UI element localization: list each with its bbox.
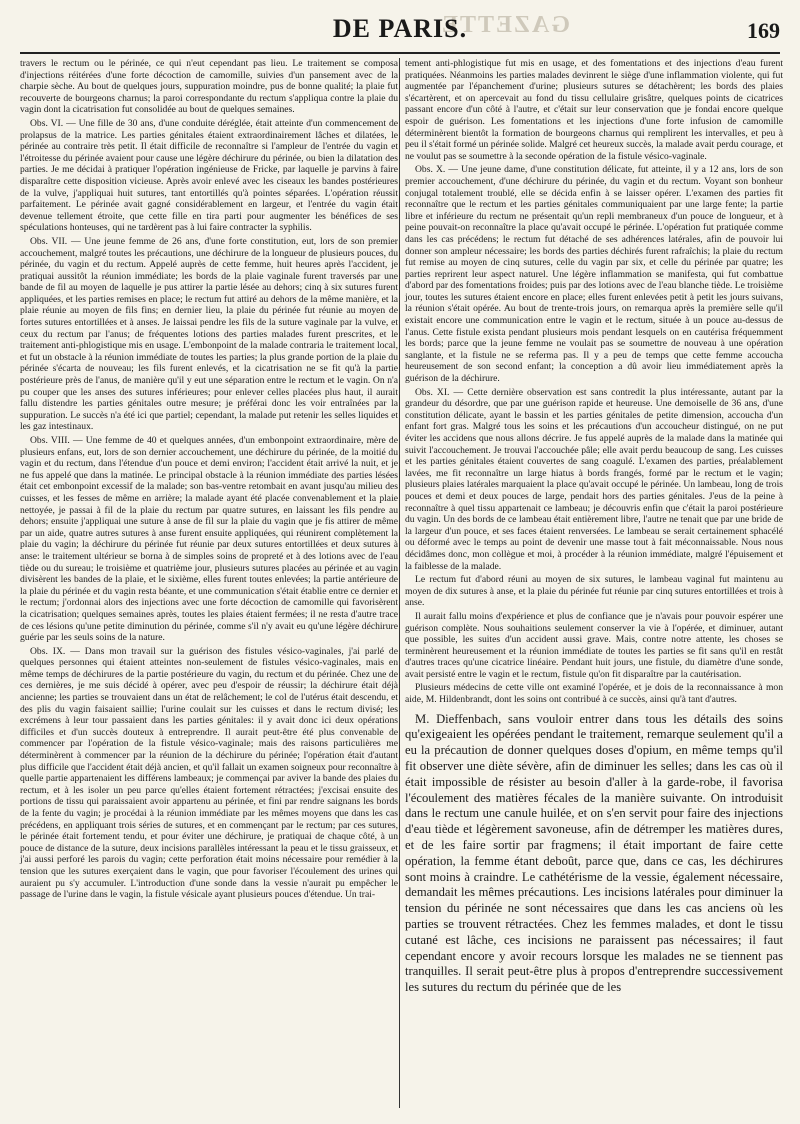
header-rule [20, 52, 780, 54]
paragraph: Il aurait fallu moins d'expérience et plus de confiance que je n'avais pour pouvoir espérer une guérison complète. Nous souhaitions seulement conserver la vie à l'opérée, et diminuer, autant que possible, les suites d'un accident aussi grave. Mais, contre notre attente, les choses se terminèrent heureusement et la réunion immédiate de toutes les parties se fit sans qu'il en restât d'autres traces qu'une cicatrice linéaire. Pendant huit jours, une fistule, du diamètre d'une sonde, avait persisté entre le vagin et le rectum, fistule qu'on fit disparaître par la cautérisation. [405, 610, 783, 680]
bleed-through-text: GAZETTE [440, 12, 571, 38]
paragraph: Plusieurs médecins de cette ville ont examiné l'opérée, et je dois de la reconnaissance à mon aide, M. Hildenbrandt, dont les soins ont contribué à ce succès, ainsi qu'à tant d'autres. [405, 682, 783, 706]
paragraph: M. Dieffenbach, sans vouloir entrer dans tous les détails des soins qu'exigeaient les opérées pendant le traitement, remarque seulement qu'il a eu la précaution de donner quelques doses d'opium, en même temps qu'il fit observer une diète sévère, afin de diminuer les selles; dans les cas où il était impossible de résister au besoin d'aller à la garde-robe, il favorisa l'écoulement des matières fécales de la manière suivante. On introduisit dans le rectum une canule huilée, et on s'en servit pour faire des injections d'eau tiède et légèrement savoneuse, afin de détremper les matières dures, et de les faire sortir par fragmens; il était important de faire cette opération, la femme étant deboût, parce que, dans ce cas, les déchirures sont moins à craindre. Le cathétérisme de la vessie, également nécessaire, demandait les mêmes précautions. Les incisions latérales pour diminuer la tension du périnée ne sont nécessaires que dans les cas anciens où les parties se trouvent rétractées. Chez les femmes malades, et dont le tissu cutané est lâche, ces incisions ne paraissent pas nécessaires; il faut cependant encore y avoir recours lorsque les malades ne se tiennent pas tranquilles. Il serait peut-être plus à propos d'entreprendre successivement les sutures du rectum du périnée que de les [405, 711, 783, 995]
paragraph: Obs. XI. — Cette dernière observation est sans contredit la plus intéressante, autant par la grandeur du désordre, que par une guérison rapide et heureuse. Une demoiselle de 36 ans, d'une constitution délicate, ayant le bassin et les parties génitales de petite dimension, accoucha d'un enfant fort gras. Malgré tous les soins et les précautions d'un accoucheur distingué, on ne put éviter les accidens que nous allons décrire. Je fus appelé auprès de la malade dans la matinée qui suivit l'accouchement. Je trouvai l'accouchée pâle; elle avait perdu beaucoup de sang. Les cuisses et les parties génitales étaient couvertes de sang coagulé. L'examen des parties, préalablement lavées, me fit reconnaître un large hiatus à bords frangés, formé par le rectum et le vagin; plusieurs plaies latérales marquaient la place qu'avait occupé le périnée. Un lambeau, long de trois pouces et demi et deux pouces de large, pendait hors des parties génitales. J'eus de la peine à reconnaître à quel tissu appartenait ce lambeau; je découvris enfin que c'était la paroi postérieure du vagin. Un des bords de ce lambeau était entièrement libre, l'autre ne tenait que par une bride de la largeur d'un pouce, et ses faces étaient renversées. Le lambeau se serait certainement sphacélé ou déformé avec le temps au point de devenir une masse tout à fait méconnaissable. Nous nous décidâmes donc, mon collègue et moi, à procéder à la réunion immédiate, malgré l'épuisement et la faiblesse de la malade. [405, 386, 783, 572]
right-column [405, 58, 783, 998]
page-header [20, 12, 780, 52]
paragraph: Obs. VII. — Une jeune femme de 26 ans, d'une forte constitution, eut, lors de son premier accouchement, malgré toutes les précautions, une déchirure de la longueur de plusieurs pouces, du périnée, du vagin et du rectum. Appelé auprès de cette femme, huit heures après l'accident, je pratiquai aussitôt la réunion immédiate; les bords de la plaie vaginale furent traversés par une bande de fil au moyen de laquelle je pus attirer la partie lésée au dehors; cinq à six sutures furent appliquées, et les parties remises en place; le rectum fut attiré au dehors de la même manière, et la plaie réunie au moyen de fils fins; en dernier lieu, la plaie du périnée fut réunie au moyen de fortes sutures entortillées et à anses. Je laissai pendre les fils de la suture vaginale par la vulve, et ceux du rectum par l'anus; de fréquentes lotions des parties malades furent prescrites, et le traitement anti-phlogistique mis en usage. L'embonpoint de la malade contraria le traitement local, et fut un obstacle à la réunion immédiate de toutes les parties; la plus grande portion de la plaie du périnée s'écarta de nouveau; les fils furent enlevés, et la cicatrisation ne se fit qu'à la partie postérieure près de l'anus, de manière qu'il y eut une séparation entre le rectum et le vagin. On n'a pu couper que les anses des sutures inférieures; pour enlever celles placées plus haut, il aurait fallu distendre les parties génitales outre mesure; je préférai donc les voir entraînées par la suppuration. Le succès n'a été ici que partiel; cependant, la malade put retenir les selles liquides et les gaz intestinaux. [20, 235, 398, 433]
paragraph: tement anti-phlogistique fut mis en usage, et des fomentations et des injections d'eau furent pratiquées. Néanmoins les parties malades devinrent le siège d'une inflammation violente, qui fut augmentée par l'épanchement d'urine; plusieurs sutures se détachèrent; les bords des plaies s'écartèrent, et on apercevait au fond du tissu cellulaire grisâtre, quelques points de cicatrices passant encore d'un côté à l'autre, et c'était sur leur conservation que je fondai encore quelque espoir de guérison. Les fomentations et les injections d'une forte infusion de camomille déterminèrent bientôt la formation de bourgeons charnus qui remplirent les intervalles, et peu à peu il s'était formé un périnée solide. Malgré cet heureux succès, la malade avait perdu courage, et ne voulut pas se soumettre à la seconde opération de la fistule vésico-vaginale. [405, 58, 783, 162]
page-number: 169 [747, 18, 780, 43]
paragraph: travers le rectum ou le périnée, ce qui n'eut cependant pas lieu. Le traitement se composa d'injections réitérées d'une forte décoction de camomille, suivies d'un pansement avec de la charpie sèche. Au bout de quelques jours, suppuration moindre, pus de bonne qualité; la plaie fut recouverte de bourgeons charnus; la paroi correspondante du rectum s'appliqua contre la plaie du vagin dont la cicatrisation fut consolidée au bout de quelques semaines. [20, 58, 398, 116]
column-divider [399, 58, 400, 1108]
paragraph: Obs. VIII. — Une femme de 40 et quelques années, d'un embonpoint extraordinaire, mère de plusieurs enfans, eut, lors de son dernier accouchement, une déchirure du périnée, de la moitié du vagin et du rectum, dans l'étendue d'un pouce et demi environ; l'accident était arrivé la nuit, et je ne fus appelé que dans la matinée. Le principal obstacle à la réunion immédiate des parties lésées était cet embonpoint excessif de la malade; son bas-ventre retombait en avant jusqu'au milieu des cuisses, et les fesses de même en arrière; la malade ayant été placée convenablement et la plaie nettoyée, je passai à fil de la plaie du rectum par quatre sutures, en laissant les fils pendre au dehors; ensuite j'appliquai une suture à anse de fil sur la plaie du vagin que je fis attirer de même par un aide, quatre autres sutures à anse furent ensuite appliquées, qui réunirent complètement la plaie du vagin; la déchirure du périnée fut réunie par deux sutures entortillées et deux sutures à anse: le traitement ultérieur se borna à de simples soins de propreté et à des lotions avec de l'eau tiède ou du sureau; le troisième et quatrième jour, plusieurs sutures placées au périnée et au vagin divisèrent les bandes de la plaie, et le sixième, elles furent toutes enlevées; la partie antérieure de la plaie du périnée et du vagin resta béante, et une communication s'était établie entre ce dernier et le rectum; j'ordonnai alors des injections avec une forte décoction de camomille qui favorisèrent la cicatrisation; quelques semaines après, toutes les plaies étaient fermées; il ne resta d'autre trace de ces lésions qu'une petite diminution du périnée, comme s'il n'y avait eu qu'une légère déchirure guérie par les seuls soins de la nature. [20, 435, 398, 644]
paragraph: Le rectum fut d'abord réuni au moyen de six sutures, le lambeau vaginal fut maintenu au moyen de dix sutures à anse, et la plaie du périnée fut réunie par cinq sutures entortillées et trois à anse. [405, 574, 783, 609]
paragraph: Obs. IX. — Dans mon travail sur la guérison des fistules vésico-vaginales, j'ai parlé de quelques personnes qui étaient atteintes non-seulement de fistules vésico-vaginales, mais en même temps de déchirures de la partie postérieure du vagin, du rectum et du périnée. Chez une de ces dernières, je me suis décidé à opérer, avec peu d'espoir de réussir; la déchirure était déjà ancienne; les parties se trouvaient dans un état de relâchement; le col de l'utérus était descendu, et des plis du vagin faisaient saillie; l'urine coulait sur les cuisses et dans le rectum divisé; les excrémens à leur tour passaient dans les parties génitales: il y avait donc ici deux opérations difficiles et d'un succès douteux à entreprendre. Il aurait peut-être été plus convenable de commencer par l'opération de la fistule vésico-vaginale; mais des raisons particulières me déterminèrent à commencer par la réunion de la déchirure du périnée; l'opération était d'autant plus difficile que l'accident était déjà ancien, et qu'il fallait un examen soigneux pour reconnaître à quelle partie appartenaient les différens lambeaux; je commençai par aviver la bande des plaies du rectum, et à les isoler un peu parce qu'elles étaient fortement rétractées; j'excisai ensuite des portions de tissu qui paraissaient avoir appartenu au périnée, et fini par rendre saignans les bords de la fente du vagin; je procédai à la réunion immédiate par les mêmes moyens que dans les cas précédens, en appliquant trois séries de sutures, et en commençant par le rectum; par ces sutures, le périnée était fortement tendu, et pour éviter une déchirure, je pratiquai de chaque côté, à un pouce de distance de la suture, deux incisions parallèles intéressant la peau et le tissu graisseux, et j'ai aussi perforé les parois du vagin; cette perforation était moins nécessaire pour remédier à la tension que les sutures exerçaient dans le vagin, que pour favoriser l'écoulement des urines qui auraient pu s'y accumuler. L'introduction d'une sonde dans la vessie n'aurait pu empêcher le passage de l'urine dans le vagin, la fistule vésicale ayant plusieurs pouces d'étendue. Un trai- [20, 645, 398, 901]
paragraph: Obs. VI. — Une fille de 30 ans, d'une conduite déréglée, était atteinte d'un commencement de prolapsus de la matrice. Les parties génitales étaient extraordinairement lâches et dilatées, le périnée au contraire très petit. Il était difficile de reconnaître si l'ampleur de l'entrée du vagin et l'étroitesse du périnée avaient pour cause une légère déchirure du périnée, ou bien la dilatation des parties. Je me décidai à pratiquer l'opération ingénieuse de Fricke, par laquelle je parvins à faire disparaître cette disposition vicieuse. Après avoir enlevé avec les ciseaux les bandes postérieures de la vulve, j'appliquai huit sutures, tant entortillés qu'à pointes séparées. L'opération réussit parfaitement. Le périnée avait gagné considérablement en largeur, et l'entrée du vagin était devenue tellement étroite, que cette fille en tira parti pour augmenter les bénéfices de ses spéculations honteuses, qui ne tardèrent pas à lui faire contracter la syphilis. [20, 117, 398, 234]
paragraph: Obs. X. — Une jeune dame, d'une constitution délicate, fut atteinte, il y a 12 ans, lors de son premier accouchement, d'une déchirure du périnée, du vagin et du rectum. Voyant son bonheur conjugal totalement troublé, elle se décida enfin à se laisser opérer. L'examen des parties fit reconnaître que le rectum et les parties génitales communiquaient par une large fente; la partie libre et inférieure du rectum ne présentait qu'un repli membraneux d'un pouce de longueur, et à peine pouvait-on reconnaître la place qu'avait occupé le périnée. L'opération fut pratiquée comme dans les cas précédens; le rectum fut détaché de ses adhérences latérales, afin de pouvoir lui donner son ampleur nécessaire; les bords des parties déchirés furent rafraîchis; la plaie du rectum fut remise au moyen de cinq sutures, celle du vagin par six, et celle du périnée par quatre; les parties reprirent leur aspect naturel. Une légère inflammation se manifesta, qui fut combattue d'abord par des fomentations froides; puis par des lotions avec de l'eau blanche tiède. Le troisième jour, toutes les sutures étaient encore en place; elles furent enlevées petit à petit les jours suivans, la réunion s'était opérée. Au bout de trente-trois jours, on remarqua après la première selle qu'il existait encore une communication entre le vagin et le rectum, située à un pouce au-dessus de l'anus. Cette fistule exista pendant plusieurs mois pendant lesquels on en cautérisa fréquemment les bords; parce que la jeune femme ne voulait pas se soumettre de nouveau à une opération sanglante, et la fistule ne se referma pas. Il y a peu de temps que cette femme accoucha heureusement de son second enfant; la conception a dû avoir lieu immédiatement après la guérison de la déchirure. [405, 164, 783, 385]
left-column [20, 58, 398, 903]
page-title: DE PARIS. [332, 14, 468, 43]
